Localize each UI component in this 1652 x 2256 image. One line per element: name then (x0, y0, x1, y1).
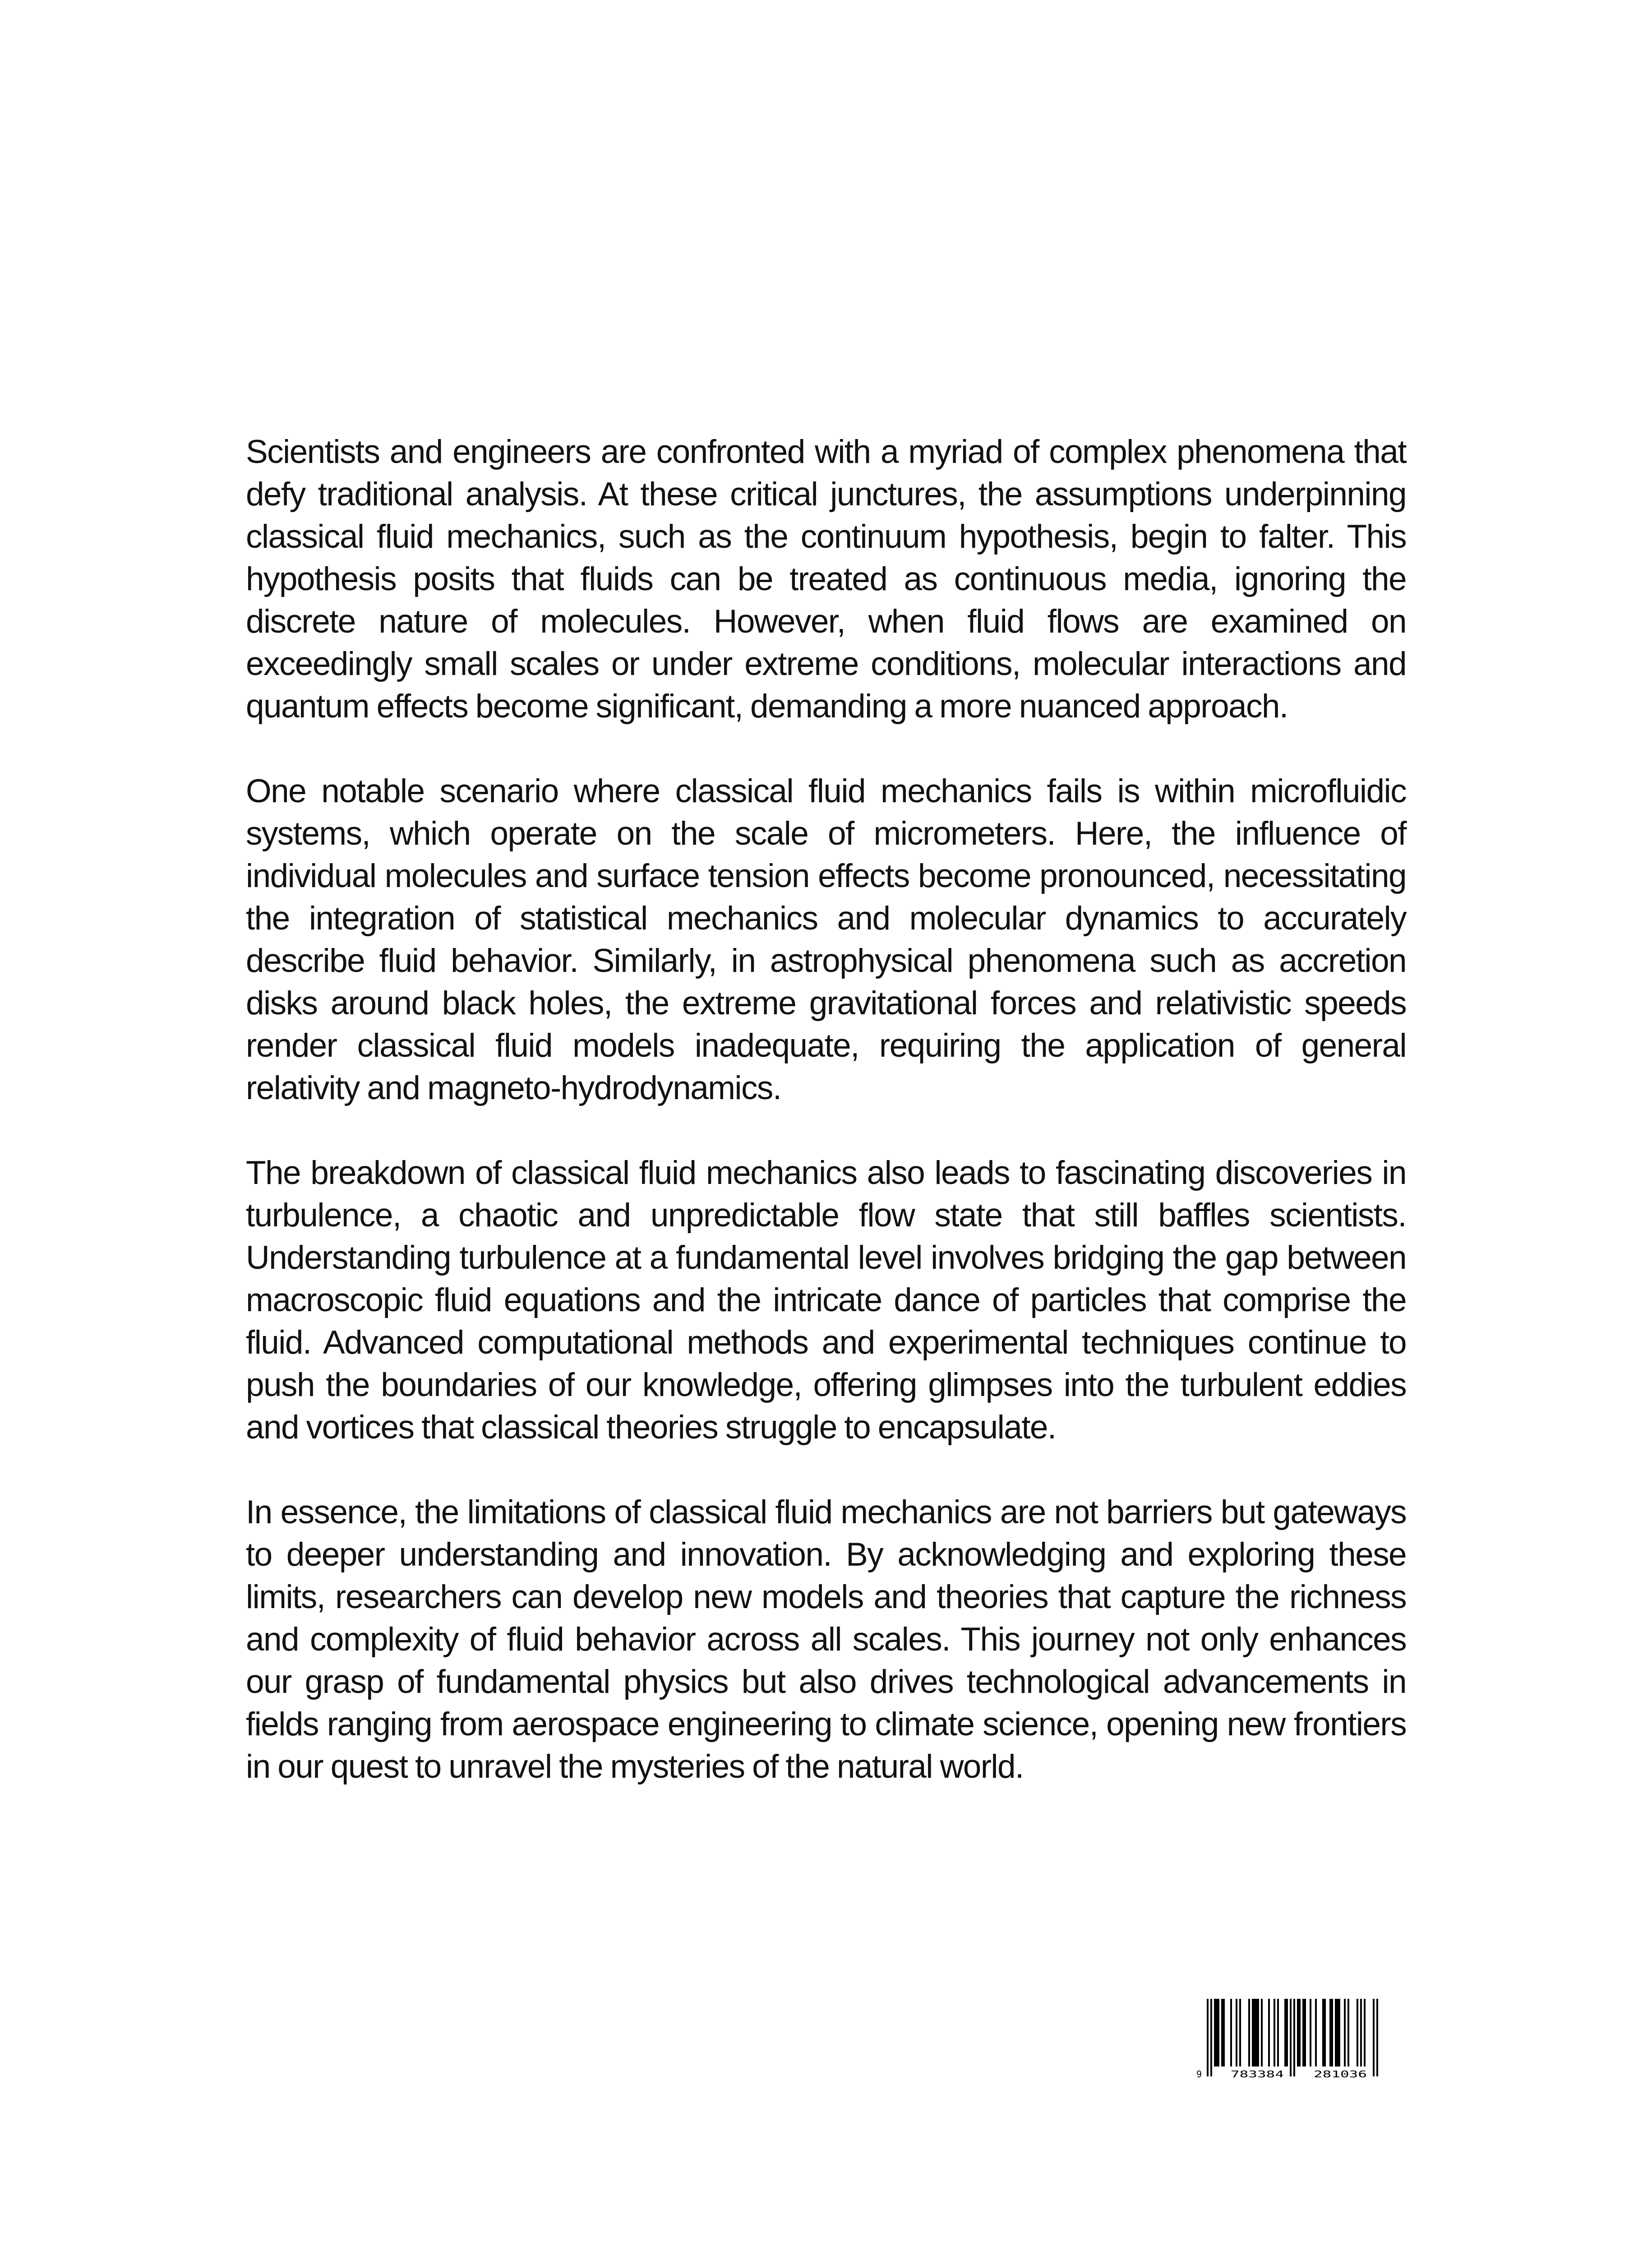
barcode-bar (1252, 1999, 1254, 2066)
barcode-bar (1297, 1999, 1299, 2066)
barcode-digits-right: 281036 (1314, 2069, 1367, 2080)
barcode-bar (1284, 1999, 1286, 2066)
barcode-bar (1216, 1999, 1218, 2066)
barcode-bar (1337, 1999, 1338, 2066)
barcode-bar (1357, 1999, 1358, 2066)
barcode-bar (1347, 1999, 1349, 2066)
barcode-bar (1207, 1999, 1209, 2076)
barcode-bar (1331, 1999, 1333, 2066)
barcode-bar (1324, 1999, 1326, 2066)
barcode-bar (1290, 1999, 1292, 2076)
barcode-bar (1322, 1999, 1324, 2066)
barcode-bar (1315, 1999, 1317, 2066)
barcode-bar (1302, 1999, 1304, 2066)
barcode-bar (1255, 1999, 1257, 2066)
barcode-digits-left: 783384 (1231, 2069, 1284, 2080)
barcode-bar (1373, 1999, 1375, 2076)
barcode-bar (1329, 1999, 1331, 2066)
barcode-bars (1207, 1999, 1378, 2076)
paragraph-3: The breakdown of classical fluid mechanics also leads to fascinating discoveries in turbulence, a chaotic and unpredictable flow state that still baffles scientists. Understanding turbulence at a fundamental level involves bridging the gap between macroscopic fluid equations and the intricate dance of particles that comprise the fluid. Advanced computational methods and experimental techniques continue to push the boundaries of our knowledge, offering glimpses into the turbulent eddies and vortices that classical theories struggle to encapsulate. (246, 1155, 1406, 1446)
barcode-bar (1344, 1999, 1346, 2066)
barcode-bar (1223, 1999, 1225, 2066)
barcode-bar (1268, 1999, 1270, 2066)
barcode-bar (1286, 1999, 1288, 2066)
barcode-bar (1338, 1999, 1340, 2066)
barcode-bar (1257, 1999, 1259, 2066)
back-cover-text (246, 431, 1406, 1788)
barcode-bar (1218, 1999, 1219, 2066)
barcode-digit-first: 9 (1196, 2069, 1202, 2080)
paragraph-4: In essence, the limitations of classical fluid mechanics are not barriers but gateways to deeper understanding and innovation. By acknowledging and exploring these limits, researchers can develop new models and theories that capture the richness and complexity of fluid behavior across all scales. This journey not only enhances our grasp of fundamental physics but also drives technological advancements in fields ranging from aerospace engineering to climate science, opening new frontiers in our quest to unravel the mysteries of the natural world. (246, 1494, 1406, 1785)
barcode-bar (1221, 1999, 1223, 2066)
barcode-bar (1261, 1999, 1263, 2066)
barcode-bar (1293, 1999, 1295, 2076)
barcode-bar (1335, 1999, 1337, 2066)
isbn-barcode (1195, 1999, 1389, 2080)
barcode-bar (1364, 1999, 1366, 2066)
barcode-bar (1210, 1999, 1212, 2076)
barcode-bar (1254, 1999, 1255, 2066)
barcode-bar (1239, 1999, 1241, 2066)
barcode-bar (1274, 1999, 1275, 2066)
paragraph-1: Scientists and engineers are confronted with a myriad of complex phenomena that defy traditional analysis. At these critical junctures, the assumptions underpinning classical fluid mechanics, such as the continuum hypothesis, begin to falter. This hypothesis posits that fluids can be treated as continuous media, ignoring the discrete nature of molecules. However, when fluid flows are examined on exceedingly small scales or under extreme conditions, molecular interactions and quantum effects become significant, demanding a more nuanced approach. (246, 434, 1406, 725)
barcode-bar (1248, 1999, 1250, 2066)
barcode-bar (1230, 1999, 1232, 2066)
barcode-bar (1310, 1999, 1311, 2066)
barcode-bar (1299, 1999, 1301, 2066)
barcode-bar (1360, 1999, 1362, 2066)
barcode-bar (1304, 1999, 1306, 2066)
paragraph-2: One notable scenario where classical fluid mechanics fails is within microfluidic systems, which operate on the scale of micrometers. Here, the influence of individual molecules and surface tension effects become pronounced, necessitating the integration of statistical mechanics and molecular dynamics to accurately describe fluid behavior. Similarly, in astrophysical phenomena such as accretion disks around black holes, the extreme gravitational forces and relativistic speeds render classical fluid models inadequate, requiring the application of general relativity and magneto-hydrodynamics. (246, 773, 1406, 1106)
barcode-bar (1236, 1999, 1237, 2066)
barcode-bar (1214, 1999, 1216, 2066)
barcode-bar (1277, 1999, 1279, 2066)
barcode-bar (1376, 1999, 1378, 2076)
